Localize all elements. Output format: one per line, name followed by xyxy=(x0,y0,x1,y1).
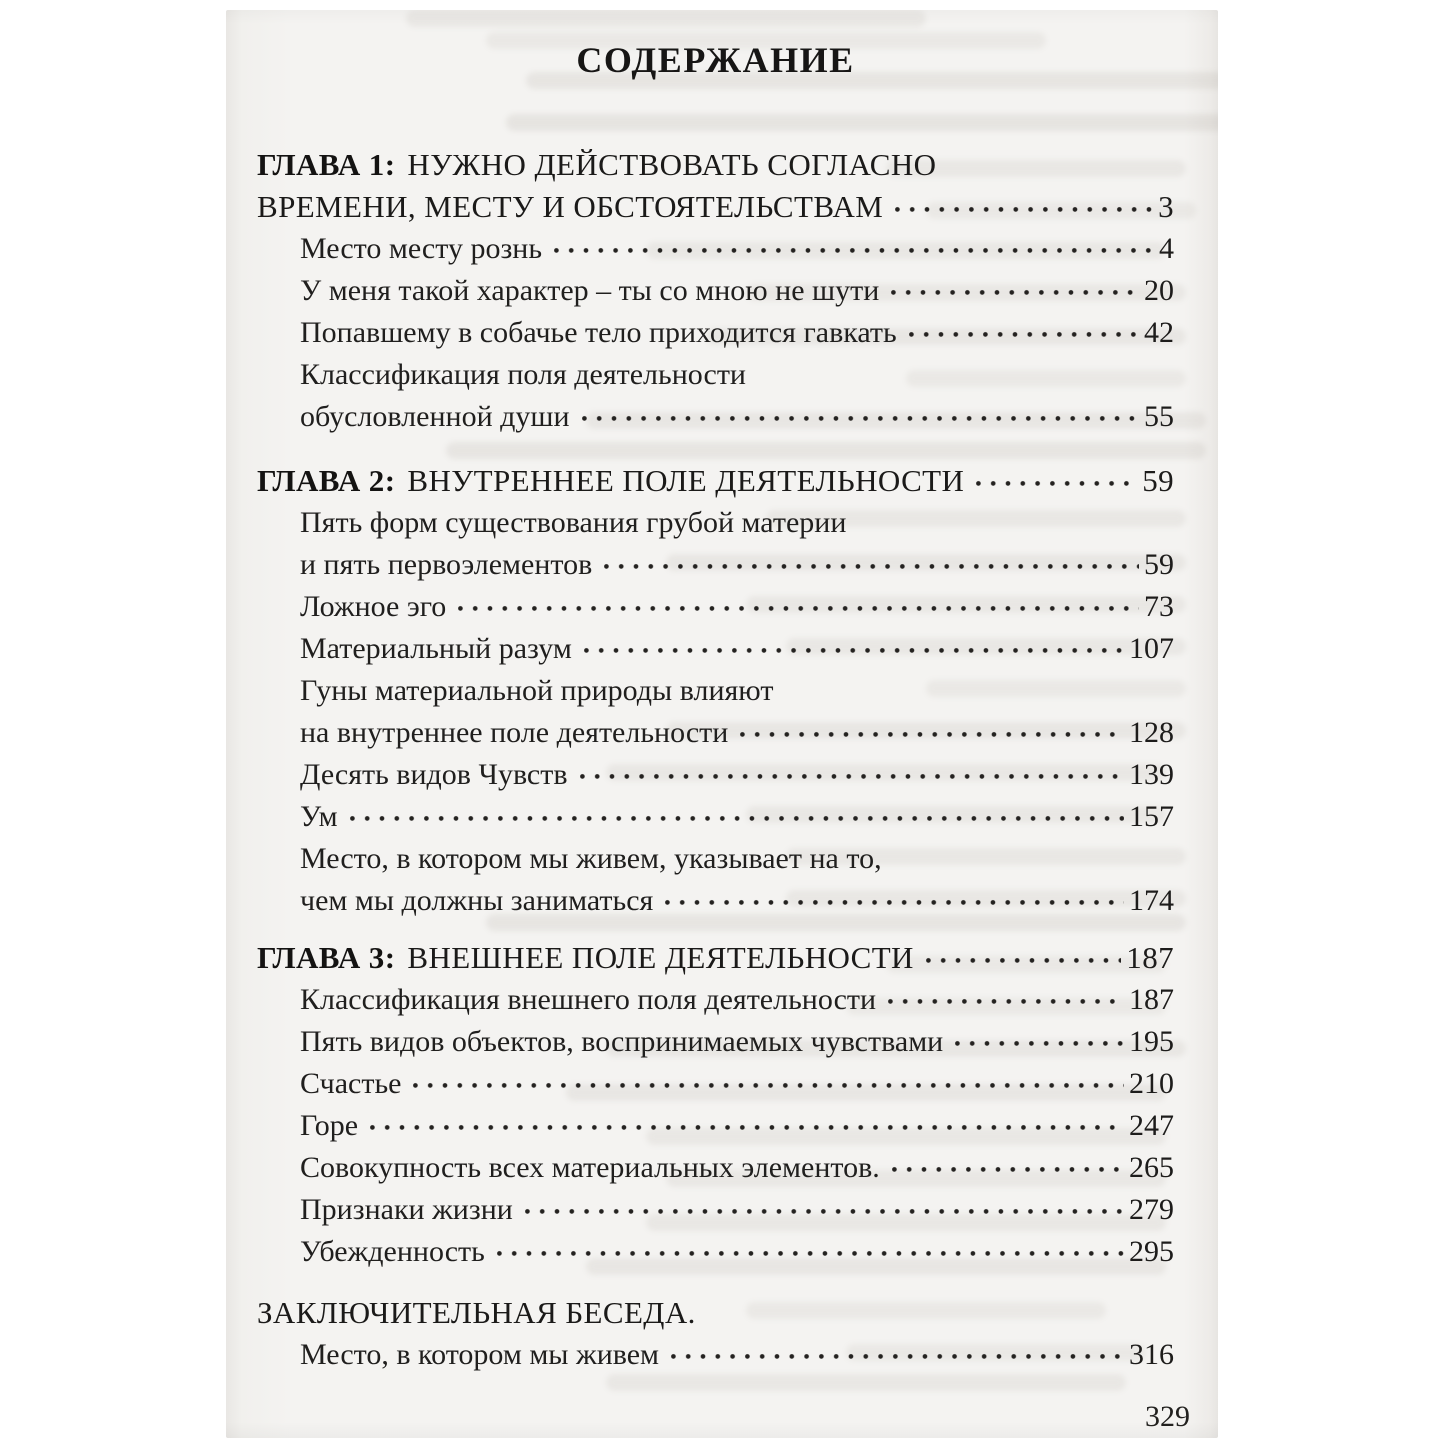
toc-row xyxy=(257,502,1174,544)
toc-row xyxy=(257,796,1174,838)
toc-entry-label: Счастье xyxy=(300,1067,402,1100)
toc-entry-label: Попавшему в собачье тело приходится гавкать xyxy=(300,316,897,349)
toc-entry-label: ВРЕМЕНИ, МЕСТУ И ОБСТОЯТЕЛЬСТВАМ xyxy=(257,189,884,224)
toc-entry-label: Убежденность xyxy=(300,1235,485,1268)
page-number: 73 xyxy=(1144,590,1174,623)
dot-leader xyxy=(886,979,1126,1009)
toc-entry-label: Пять видов объектов, воспринимаемых чувствами xyxy=(300,1025,944,1058)
page-number: 4 xyxy=(1159,232,1174,265)
toc-row xyxy=(257,1021,1174,1063)
toc-row xyxy=(257,396,1174,438)
toc-row xyxy=(257,1063,1174,1105)
toc-row xyxy=(257,628,1174,670)
toc-row xyxy=(257,937,1174,979)
dot-leader xyxy=(348,796,1126,826)
dot-leader xyxy=(495,1231,1126,1261)
toc-row xyxy=(257,354,1174,396)
dot-leader xyxy=(602,544,1141,574)
toc-row xyxy=(257,586,1174,628)
page-number: 247 xyxy=(1129,1109,1174,1142)
dot-leader xyxy=(411,1063,1126,1093)
dot-leader xyxy=(889,270,1141,300)
toc-entry-label: Совокупность всех материальных элементов. xyxy=(300,1151,880,1184)
toc-row xyxy=(257,1147,1174,1189)
page-number: 55 xyxy=(1144,400,1174,433)
toc-entry-label: У меня такой характер – ты со мною не шути xyxy=(300,274,880,307)
toc-entry-label: Горе xyxy=(300,1109,359,1142)
toc-row xyxy=(257,754,1174,796)
toc-row xyxy=(257,270,1174,312)
dot-leader xyxy=(907,312,1141,342)
page-number: 187 xyxy=(1129,983,1174,1016)
toc-row xyxy=(257,1231,1174,1273)
toc-row xyxy=(257,228,1174,270)
toc-entry-label: Десять видов Чувств xyxy=(300,758,568,791)
toc-row xyxy=(257,1105,1174,1147)
toc-row xyxy=(257,1334,1174,1376)
page-number: 59 xyxy=(1142,463,1174,498)
toc-entry-label: Признаки жизни xyxy=(300,1193,513,1226)
page-title: СОДЕРЖАНИЕ xyxy=(576,40,855,80)
dot-leader xyxy=(523,1189,1126,1219)
toc-row xyxy=(257,1189,1174,1231)
page-number: 128 xyxy=(1129,716,1174,749)
toc-row xyxy=(257,838,1174,880)
page-number: 139 xyxy=(1129,758,1174,791)
dot-leader xyxy=(456,586,1141,616)
dot-leader xyxy=(953,1021,1126,1051)
toc-row xyxy=(257,880,1174,922)
page-number: 42 xyxy=(1144,316,1174,349)
page-number: 157 xyxy=(1129,800,1174,833)
toc-row xyxy=(257,712,1174,754)
toc-entry-label: Ум xyxy=(300,800,338,833)
toc-row xyxy=(257,186,1174,228)
page-number: 59 xyxy=(1144,548,1174,581)
toc-entry-label: и пять первоэлементов xyxy=(300,548,593,581)
toc-row xyxy=(257,979,1174,1021)
page-number: 316 xyxy=(1129,1338,1174,1371)
toc-entry-label: Классификация внешнего поля деятельности xyxy=(300,983,877,1016)
dot-leader xyxy=(893,187,1155,217)
dot-leader xyxy=(368,1105,1126,1135)
toc-entry-label: Место, в котором мы живем, указывает на то, xyxy=(300,842,882,875)
toc-entry-label: Место, в котором мы живем xyxy=(300,1338,660,1371)
folio-page-number: 329 xyxy=(1145,1400,1190,1433)
dot-leader xyxy=(890,1147,1126,1177)
dot-leader xyxy=(738,712,1126,742)
toc-entry-label: Место месту рознь xyxy=(300,232,543,265)
page-number: 107 xyxy=(1129,632,1174,665)
chapter-label: ГЛАВА 3: xyxy=(257,940,396,975)
page-number: 3 xyxy=(1158,189,1174,224)
page-number: 195 xyxy=(1129,1025,1174,1058)
toc-row xyxy=(257,312,1174,354)
dot-leader xyxy=(669,1334,1126,1364)
toc-row xyxy=(257,670,1174,712)
page-number: 174 xyxy=(1129,884,1174,917)
toc-entry-label: НУЖНО ДЕЙСТВОВАТЬ СОГЛАСНО xyxy=(407,147,937,182)
toc-entry-label: чем мы должны заниматься xyxy=(300,884,654,917)
toc-row xyxy=(257,460,1174,502)
toc-entry-label: ЗАКЛЮЧИТЕЛЬНАЯ БЕСЕДА. xyxy=(257,1295,696,1330)
toc-row xyxy=(257,544,1174,586)
dot-leader xyxy=(924,938,1123,968)
toc-entry-label: Ложное эго xyxy=(300,590,447,623)
toc-entry-label: Гуны материальной природы влияют xyxy=(300,674,774,707)
page-number: 187 xyxy=(1126,940,1174,975)
toc-row xyxy=(257,1292,1174,1334)
toc-entry-label: обусловленной души xyxy=(300,400,570,433)
dot-leader xyxy=(974,461,1139,491)
page-number: 20 xyxy=(1144,274,1174,307)
chapter-label: ГЛАВА 2: xyxy=(257,463,396,498)
toc-entry-label: Классификация поля деятельности xyxy=(300,358,746,391)
dot-leader xyxy=(580,396,1141,426)
book-page xyxy=(226,10,1218,1438)
toc-row xyxy=(257,144,1174,186)
dot-leader xyxy=(578,754,1126,784)
page-number: 265 xyxy=(1129,1151,1174,1184)
toc-entry-label: Пять форм существования грубой материи xyxy=(300,506,847,539)
toc-entry-label: на внутреннее поле деятельности xyxy=(300,716,729,749)
toc-content xyxy=(226,10,1218,1438)
page-number: 279 xyxy=(1129,1193,1174,1226)
page-number: 295 xyxy=(1129,1235,1174,1268)
chapter-label: ГЛАВА 1: xyxy=(257,147,396,182)
page-number: 210 xyxy=(1129,1067,1174,1100)
toc-entry-label: ВНУТРЕННЕЕ ПОЛЕ ДЕЯТЕЛЬНОСТИ xyxy=(407,463,965,498)
toc-list xyxy=(257,144,1174,1376)
dot-leader xyxy=(582,628,1126,658)
toc-entry-label: ВНЕШНЕЕ ПОЛЕ ДЕЯТЕЛЬНОСТИ xyxy=(407,940,914,975)
dot-leader xyxy=(663,880,1126,910)
dot-leader xyxy=(552,228,1156,258)
toc-entry-label: Материальный разум xyxy=(300,632,572,665)
